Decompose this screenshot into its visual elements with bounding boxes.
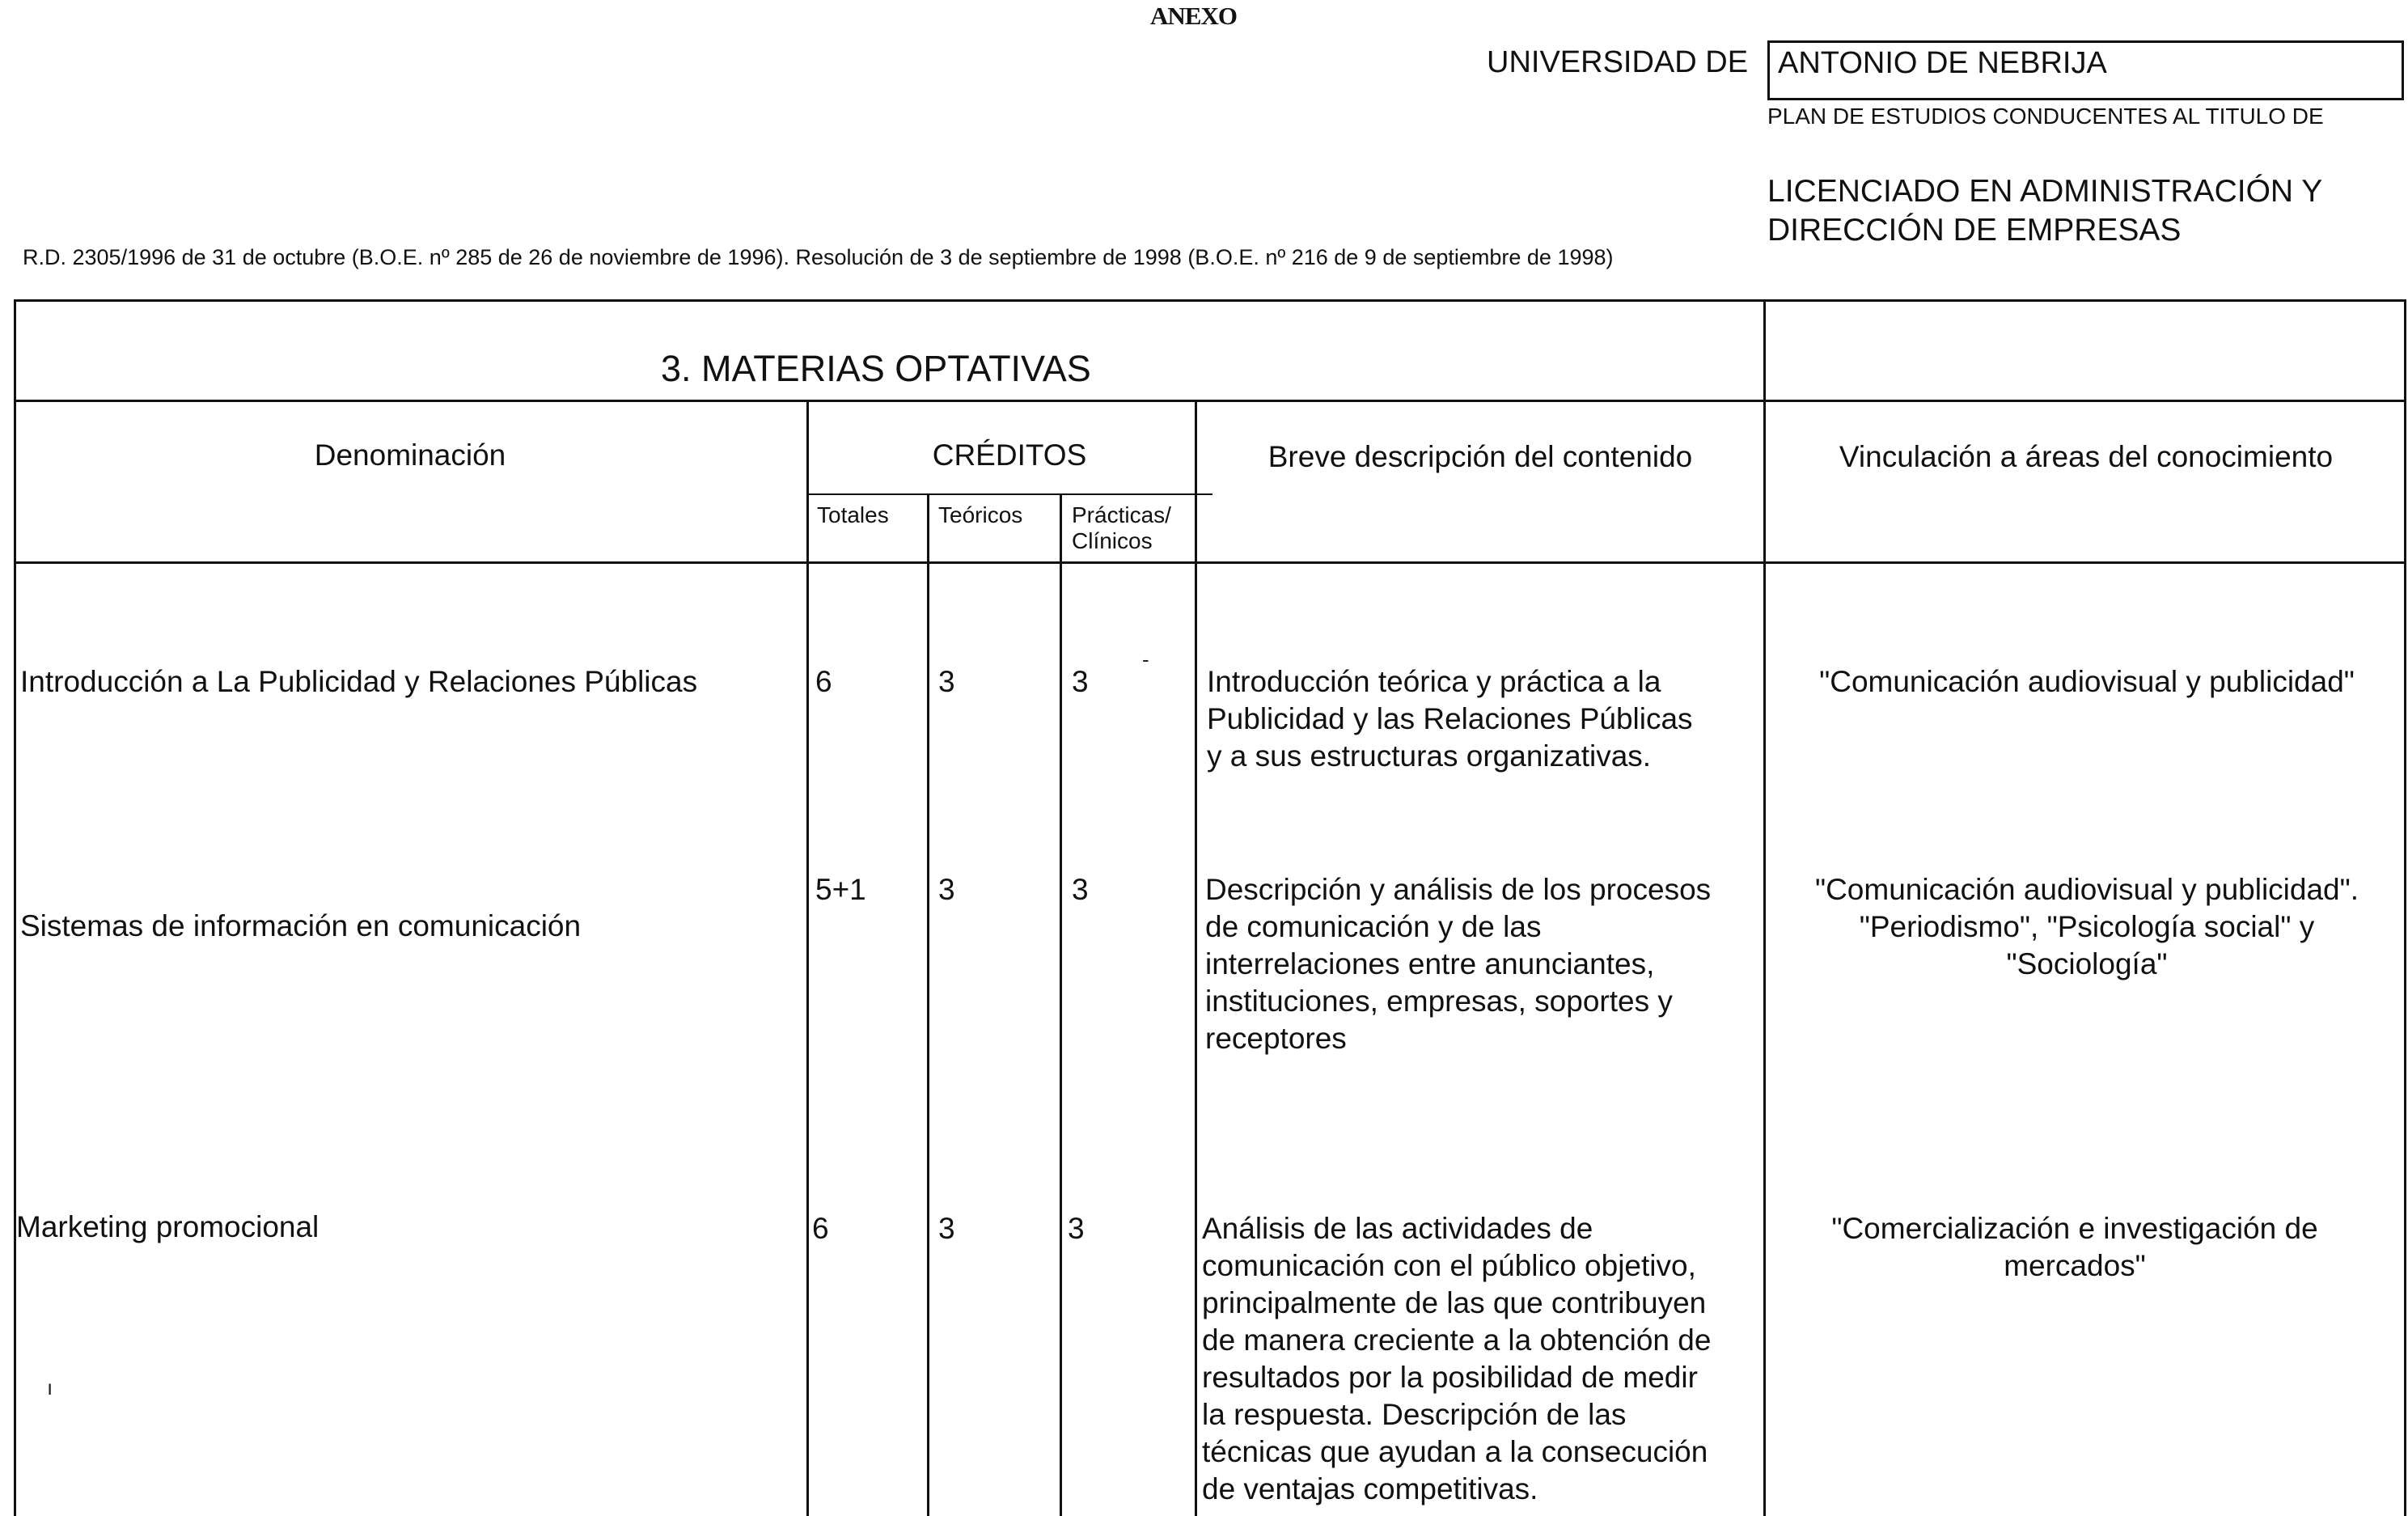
row2-denominacion: Sistemas de información en comunicación <box>20 909 582 942</box>
row1-totales: 6 <box>815 665 832 698</box>
col-divider-2 <box>927 493 929 1516</box>
row1-descripcion <box>1207 663 1741 775</box>
row1-denominacion: Introducción a La Publicidad y Relaciones Públicas <box>20 665 698 698</box>
table-border-left <box>14 299 16 1516</box>
table-border-right <box>2404 299 2406 1516</box>
row3-totales: 6 <box>812 1212 829 1245</box>
header-denominacion: Denominación <box>314 438 506 472</box>
row3-descripcion-line: comunicación con el público objetivo, <box>1202 1249 1696 1282</box>
row3-vinculacion <box>1767 1210 2382 1285</box>
row3-practicas: 3 <box>1068 1212 1085 1245</box>
row3-vinculacion-line: mercados" <box>2004 1249 2146 1282</box>
row1-vinculacion-line: "Comunicación audiovisual y publicidad" <box>1819 665 2355 698</box>
subheader-practicas-line-2: Clínicos <box>1072 528 1153 553</box>
col-divider-3 <box>1060 493 1062 1516</box>
row3-descripcion-line: resultados por la posibilidad de medir <box>1202 1361 1698 1394</box>
col-divider-4 <box>1195 400 1197 1516</box>
row2-teoricos: 3 <box>938 873 955 906</box>
row3-descripcion-line: Análisis de las actividades de <box>1202 1212 1593 1245</box>
table-border-top <box>14 299 2406 302</box>
row2-vinculacion <box>1780 871 2394 983</box>
row1-descripcion-line: y a sus estructuras organizativas. <box>1207 739 1652 773</box>
row2-vinculacion-line: "Sociología" <box>2006 947 2168 980</box>
university-name: ANTONIO DE NEBRIJA <box>1778 46 2107 80</box>
row3-descripcion <box>1202 1210 1736 1508</box>
row1-descripcion-line: Publicidad y las Relaciones Públicas <box>1207 702 1693 735</box>
row1-teoricos: 3 <box>938 665 955 698</box>
subheader-practicas <box>1072 502 1171 554</box>
row2-vinculacion-line: "Comunicación audiovisual y publicidad". <box>1814 873 2359 906</box>
degree-title <box>1767 172 2322 250</box>
subheader-teoricos: Teóricos <box>938 502 1023 527</box>
row3-denominacion: Marketing promocional <box>16 1210 320 1243</box>
row3-descripcion-line: principalmente de las que contribuyen <box>1202 1286 1707 1319</box>
row2-descripcion-line: instituciones, empresas, soportes y <box>1205 985 1673 1018</box>
header-creditos: CRÉDITOS <box>932 438 1087 472</box>
row3-descripcion-line: de manera creciente a la obtención de <box>1202 1323 1712 1357</box>
credits-subheader-divider <box>806 493 1212 495</box>
row3-descripcion-line: de ventajas competitivas. <box>1202 1472 1538 1505</box>
row2-vinculacion-line: "Periodismo", "Psicología social" y <box>1859 910 2315 943</box>
row1-practicas: 3 <box>1072 665 1089 698</box>
scan-speck: ı <box>47 1375 53 1400</box>
title-row-divider <box>14 400 2406 402</box>
plan-label: PLAN DE ESTUDIOS CONDUCENTES AL TITULO DE <box>1767 104 2324 129</box>
scan-speck: - <box>1142 647 1149 671</box>
header-vinculacion: Vinculación a áreas del conocimiento <box>1839 440 2334 473</box>
row2-descripcion-line: de comunicación y de las <box>1205 910 1542 943</box>
university-label: UNIVERSIDAD DE <box>1487 45 1749 79</box>
row3-vinculacion-line: "Comercialización e investigación de <box>1831 1212 2318 1245</box>
row2-totales: 5+1 <box>815 873 866 906</box>
header-descripcion: Breve descripción del contenido <box>1267 440 1693 473</box>
row2-practicas: 3 <box>1072 873 1089 906</box>
subheader-totales: Totales <box>817 502 889 527</box>
header-row-divider <box>14 561 2406 564</box>
row1-vinculacion <box>1780 663 2394 701</box>
row3-descripcion-line: técnicas que ayudan a la consecución <box>1202 1435 1708 1468</box>
row1-descripcion-line: Introducción teórica y práctica a la <box>1207 665 1661 698</box>
annex-heading: ANEXO <box>1150 2 1237 30</box>
row2-descripcion-line: Descripción y análisis de los procesos <box>1205 873 1712 906</box>
col-divider-1 <box>806 400 809 1516</box>
col-divider-5 <box>1763 299 1766 1516</box>
university-name-box <box>1767 40 2404 100</box>
decree-reference: R.D. 2305/1996 de 31 de octubre (B.O.E. nº 285 de 26 de noviembre de 1996). Resolución de 3 de septiembre de 1998 (B.O.E. nº 216 de 9 de septiembre de 1998) <box>23 245 1614 269</box>
degree-line-2: DIRECCIÓN DE EMPRESAS <box>1767 213 2182 248</box>
row2-descripcion-line: interrelaciones entre anunciantes, <box>1205 947 1655 980</box>
subheader-practicas-line-1: Prácticas/ <box>1072 502 1171 527</box>
row2-descripcion-line: receptores <box>1205 1022 1347 1055</box>
table-title: 3. MATERIAS OPTATIVAS <box>661 348 1091 389</box>
row3-teoricos: 3 <box>938 1212 955 1245</box>
degree-line-1: LICENCIADO EN ADMINISTRACIÓN Y <box>1767 174 2323 209</box>
row3-descripcion-line: la respuesta. Descripción de las <box>1202 1398 1627 1431</box>
row2-descripcion <box>1205 871 1739 1057</box>
